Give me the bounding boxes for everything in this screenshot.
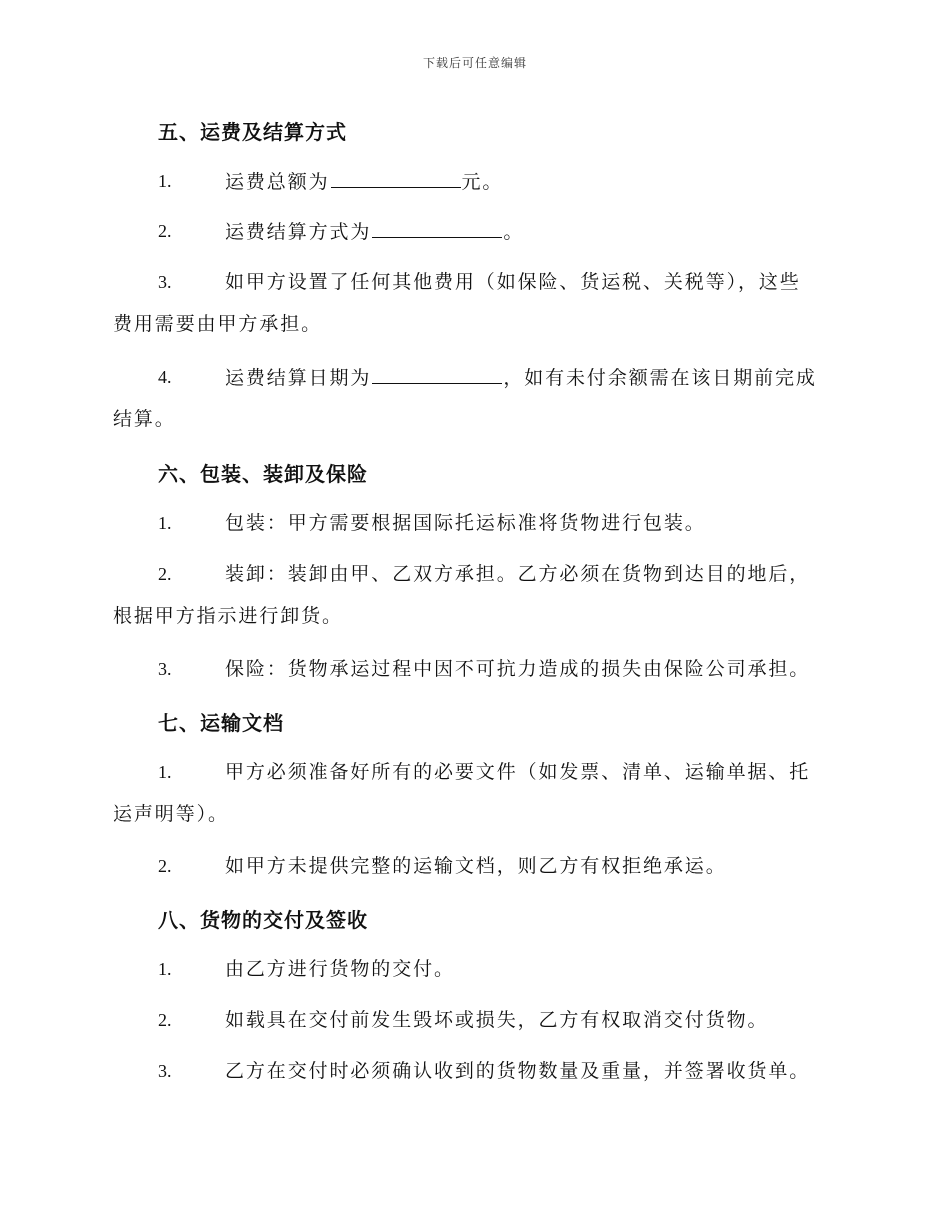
- item-number: 2.: [158, 856, 172, 876]
- item-number: 2.: [158, 564, 172, 584]
- item-text-line1: 甲方必须准备好所有的必要文件（如发票、清单、运输单据、托: [225, 761, 811, 783]
- item-text: 如甲方未提供完整的运输文档，则乙方有权拒绝承运。: [225, 855, 727, 877]
- fill-in-blank[interactable]: [372, 217, 502, 238]
- item-number: 3.: [158, 1061, 172, 1081]
- page-header: 下载后可任意编辑: [422, 56, 527, 70]
- item-number: 1.: [158, 513, 172, 533]
- fill-in-blank[interactable]: [372, 363, 502, 384]
- item-number: 3.: [158, 659, 172, 679]
- section-heading-7: 七、运输文档: [158, 711, 284, 735]
- item-number: 1.: [158, 762, 172, 782]
- item-text-line2: 根据甲方指示进行卸货。: [113, 605, 343, 627]
- item-text: 包装：甲方需要根据国际托运标准将货物进行包装。: [225, 512, 706, 534]
- item-text-line2: 费用需要由甲方承担。: [113, 313, 323, 335]
- item-text: 乙方在交付时必须确认收到的货物数量及重量，并签署收货单。: [225, 1060, 811, 1082]
- item-text-line1: 如甲方设置了任何其他费用（如保险、货运税、关税等），这些: [225, 271, 801, 293]
- item-text-line2: 结算。: [113, 408, 176, 430]
- item-number: 2.: [158, 221, 172, 241]
- item-text: 由乙方进行货物的交付。: [225, 958, 455, 980]
- section-heading-8: 八、货物的交付及签收: [158, 908, 368, 932]
- item-number: 1.: [158, 171, 172, 191]
- item-text-line1: 装卸：装卸由甲、乙双方承担。乙方必须在货物到达目的地后，: [225, 563, 811, 585]
- item-number: 1.: [158, 959, 172, 979]
- section-heading-6: 六、包装、装卸及保险: [158, 462, 368, 486]
- item-text-line1: 运费结算日期为 ，如有未付余额需在该日期前完成: [225, 363, 817, 392]
- item-text: 保险：货物承运过程中因不可抗力造成的损失由保险公司承担。: [225, 658, 811, 680]
- item-text-line2: 运声明等）。: [113, 803, 229, 825]
- item-text: 如载具在交付前发生毁坏或损失，乙方有权取消交付货物。: [225, 1009, 769, 1031]
- section-heading-5: 五、运费及结算方式: [158, 120, 347, 144]
- item-number: 2.: [158, 1010, 172, 1030]
- item-text: 运费结算方式为 。: [225, 217, 524, 246]
- item-number: 4.: [158, 367, 172, 387]
- fill-in-blank[interactable]: [331, 167, 461, 188]
- item-text: 运费总额为 元。: [225, 167, 503, 196]
- item-number: 3.: [158, 272, 172, 292]
